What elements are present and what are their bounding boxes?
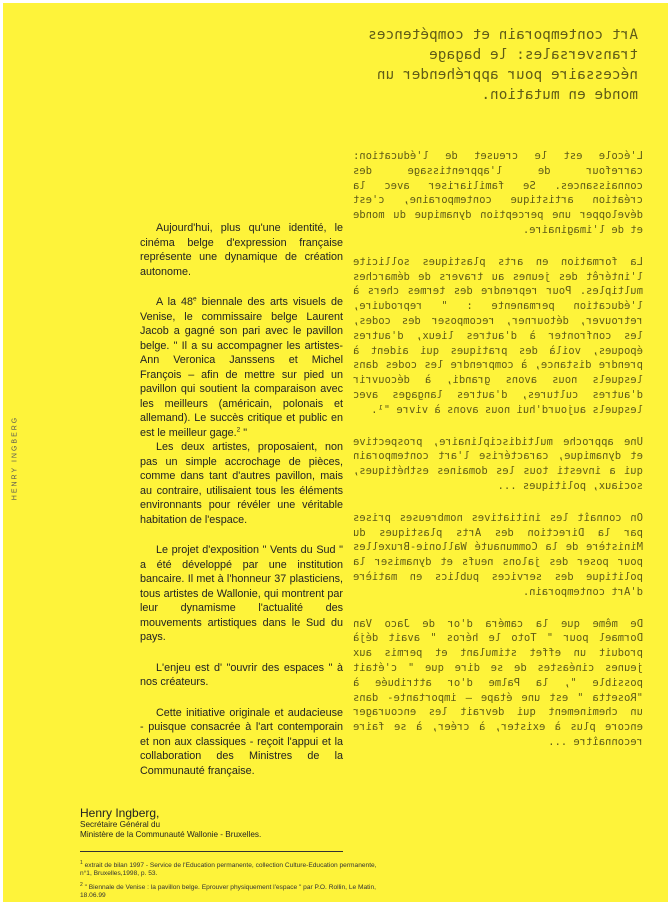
mirrored-title: Art contemporain et compétences transversales: le bagage nécessaire pour appréhender un monde en mutation. bbox=[368, 27, 638, 103]
signature-role: Ministère de la Communauté Wallonie - Bruxelles. bbox=[80, 830, 262, 839]
signature-block bbox=[80, 806, 380, 840]
mirrored-paragraph: La formation en arts plastiques sollicite l'intérêt des jeunes au travers de démarches multiples. Pour reprendre des termes chers à l'éducation permanente : " reproduire, retrouver, détourner, recomposer des codes, les confronter à d'autres lieux, d'autres époques, voilà des pratiques qui aident à prendre distance, à comprendre les codes dans lesquels nous avons grandi, à découvrir d'autres cultures, d'autres langages avec lesquels aujourd'hui nous avons à vivre "¹. bbox=[353, 255, 643, 416]
paragraph-stakes: L'enjeu est d' "ouvrir des espaces " à nos créateurs. bbox=[140, 661, 343, 688]
paragraph-venice bbox=[140, 295, 343, 440]
main-text-column bbox=[140, 221, 343, 794]
footnote-divider bbox=[80, 851, 343, 852]
footnote-text: extrait de bilan 1997 - Service de l'Education permanente, collection Culture-Education permanente, n°1, Bruxelles,1998, p. 53. bbox=[80, 862, 377, 878]
paragraph-initiative: Cette initiative originale et audacieuse - puisque consacrée à l'art contemporain et non aux classiques - reçoit l'appui et la collaboration des Ministres de la Communauté française. bbox=[140, 706, 343, 777]
paragraph-artists: Les deux artistes, proposaient, non pas un simple accrochage de pièces, comme dans tant d'autres pavillon, mais au contraire, utilisaient tous les éléments environnants pour révéler une véritable habitation de l'espace. bbox=[140, 441, 343, 526]
mirrored-body-column bbox=[353, 149, 643, 767]
mirrored-paragraph: On connaît les initiatives nombreuses prises par la Direction des Arts plastiques du Ministère de la Communauté Wallonie-Bruxelles pour poser des jalons neufs et dynamiser la politique des services publics en matière d'Art contemporain. bbox=[353, 511, 643, 598]
mirrored-paragraph: De même que la caméra d'or de Jaco Van Dormael pour " Toto le héros " avait déjà produit un effet stimulant et permis aux jeunes cinéastes de se dire que " c'était possible ", la Palme d'or attribuée à "Rosetta " est une étape – importante- dans un cheminement qui devrait les encourager encore plus à exister, à créer, à se faire reconnaître ... bbox=[353, 617, 643, 748]
signature-name: Henry Ingberg, bbox=[80, 806, 160, 820]
footnote-1 bbox=[80, 859, 380, 879]
text-run: biennale des arts visuels de Venise, le commissaire belge Laurent Jacob a gagné son pari avec le pavillon belge. " Il a su accompagner les artistes- Ann Veronica Janssens et Michel François – afin de mettre sur pied un pavillon qui soutient la comparaison avec les meilleurs (américain, polonais et allemand). Le succès critique et public en est le meilleur gage. bbox=[140, 296, 343, 439]
superscript: e bbox=[193, 295, 197, 303]
paragraph-exhibition: Le projet d'exposition " Vents du Sud " a été développé par une institution bancaire. Il met à l'honneur 37 plasticiens, tous artistes de Wallonie, qui montrent par leur dynamisme l'actualité des mouvements artistiques dans le Sud du pays. bbox=[140, 544, 343, 643]
footnote-2 bbox=[80, 881, 380, 901]
document-page bbox=[3, 3, 668, 902]
text-run: A la 48 bbox=[156, 296, 194, 308]
mirrored-paragraph: L'école est le creuset de l'éducation: carrefour de l'apprentissage des connaissances. Se familiariser avec la création artistique contemporaine, c'est développer une perception dynamique du monde et de l'imaginaire. bbox=[353, 150, 643, 236]
footnote-ref: 2 bbox=[236, 425, 241, 433]
text-run: " bbox=[240, 426, 248, 439]
footnotes bbox=[80, 859, 380, 902]
vertical-author-credit: HENRY INGBERG bbox=[11, 415, 19, 501]
footnote-text: " Biennale de Venise : la pavillon belge. Eprouver physiquement l'espace " par P.O. Rollin, Le Matin, 18.06.99 bbox=[80, 883, 376, 899]
paragraph-intro: Aujourd'hui, plus qu'une identité, le cinéma belge d'expression française représente une dynamique de création autonome. bbox=[140, 222, 343, 278]
mirrored-paragraph: Une approche multidisciplinaire, prospective et dynamique, caractérise l'art contemporain qui a investi tous les domaines esthétiques, sociaux, politiques ... bbox=[353, 435, 643, 492]
signature-role: Secrétaire Général du bbox=[80, 820, 161, 829]
footnote-mark: 1 bbox=[80, 860, 83, 866]
footnote-mark: 2 bbox=[80, 881, 83, 888]
